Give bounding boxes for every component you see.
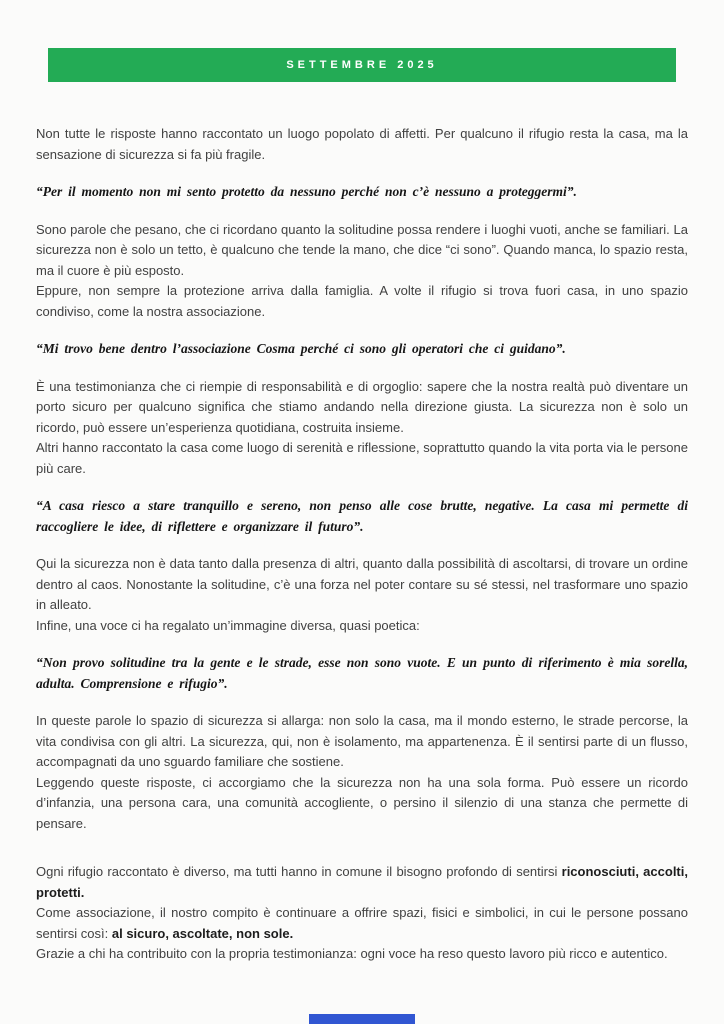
testimonial-quote-1: [36, 182, 688, 203]
paragraph: Eppure, non sempre la protezione arriva dalla famiglia. A volte il rifugio si trova fuori casa, in uno spazio condiviso, come la nostra associazione.: [36, 283, 688, 319]
closing-bold-2: al sicuro, ascoltate, non sole.: [111, 925, 294, 941]
closing-text-2: Come associazione, il nostro compito è continuare a offrire spazi, fisici e simbolici, in cui le persone possano sentirsi così:: [36, 905, 688, 941]
paragraph: Non tutte le risposte hanno raccontato un luogo popolato di affetti. Per qualcuno il rifugio resta la casa, ma la sensazione di sicurezza si fa più fragile.: [36, 126, 688, 162]
closing-text-1: Ogni rifugio raccontato è diverso, ma tutti hanno in comune il bisogno profondo di sentirsi: [36, 864, 562, 879]
paragraph: È una testimonianza che ci riempie di responsabilità e di orgoglio: sapere che la nostra realtà può diventare un porto sicuro per qualcuno significa che stiamo andando nella direzione giusta. La sicurezza non è solo un ricordo, può essere un’esperienza quotidiana, costruita insieme.: [36, 378, 688, 435]
paragraph: Qui la sicurezza non è data tanto dalla presenza di altri, quanto dalla possibilità di ascoltarsi, di trovare un ordine dentro al caos. Nonostante la solitudine, c’è una forza nel poter contare su sé stessi, nel trasformare uno spazio in alleato.: [36, 556, 688, 612]
quote-text: “Per il momento non mi sento protetto da nessuno perché non c’è nessuno a proteggermi”.: [36, 184, 577, 199]
testimonial-quote-2: [36, 339, 688, 360]
paragraph-closing: [36, 862, 688, 965]
paragraph: In queste parole lo spazio di sicurezza si allarga: non solo la casa, ma il mondo esterno, le strade percorse, la vita condivisa con gli altri. La sicurezza, qui, non è isolamento, ma appartenenza. È il sentirsi parte di un flusso, accompagnati da uno sguardo familiare che sostiene.: [36, 713, 688, 769]
paragraph: [36, 862, 688, 903]
quote-text: “Mi trovo bene dentro l’associazione Cosma perché ci sono gli operatori che ci guidano”.: [36, 341, 566, 356]
quote-text: “Non provo solitudine tra la gente e le strade, esse non sono vuote. E un punto di riferimento è mia sorella, adulta. Comprensione e rifugio”.: [36, 655, 688, 691]
month-banner: [48, 48, 676, 82]
paragraph: [36, 903, 688, 944]
paragraph: Sono parole che pesano, che ci ricordano quanto la solitudine possa rendere i luoghi vuoti, anche se familiari. La sicurezza non è solo un tetto, è qualcuno che tende la mano, che dice “ci sono”. Quando manca, lo spazio resta, ma il cuore è più esposto.: [36, 221, 688, 278]
paragraph-testimonianza: [36, 377, 688, 480]
month-banner-label: SETTEMBRE 2025: [286, 59, 438, 71]
article-body: [36, 124, 688, 965]
paragraph: Infine, una voce ci ha regalato un’immagine diversa, quasi poetica:: [36, 617, 420, 633]
paragraph-solitude: [36, 220, 688, 323]
paragraph: Leggendo queste risposte, ci accorgiamo che la sicurezza non ha una sola forma. Può essere un ricordo d’infanzia, una persona cara, una comunità accogliente, o persino il silenzio di una stanza che permette di pensare.: [36, 774, 688, 831]
quote-text: “A casa riesco a stare tranquillo e sereno, non penso alle cose brutte, negative. La casa mi permette di raccogliere le idee, di riflettere e organizzare il futuro”.: [36, 498, 688, 534]
paragraph: Altri hanno raccontato la casa come luogo di serenità e riflessione, soprattutto quando la vita porta via le persone più care.: [36, 440, 688, 476]
testimonial-quote-4: [36, 653, 688, 694]
closing-bold-1: riconosciuti, accolti, protetti.: [36, 864, 688, 900]
paragraph-spazio: [36, 711, 688, 834]
testimonial-quote-3: [36, 496, 688, 537]
paragraph-intro: [36, 124, 688, 165]
paragraph-ascolto: [36, 554, 688, 636]
footer-accent-bar: [309, 1014, 415, 1024]
paragraph: Grazie a chi ha contribuito con la propria testimonianza: ogni voce ha reso questo lavoro più ricco e autentico.: [36, 946, 668, 961]
